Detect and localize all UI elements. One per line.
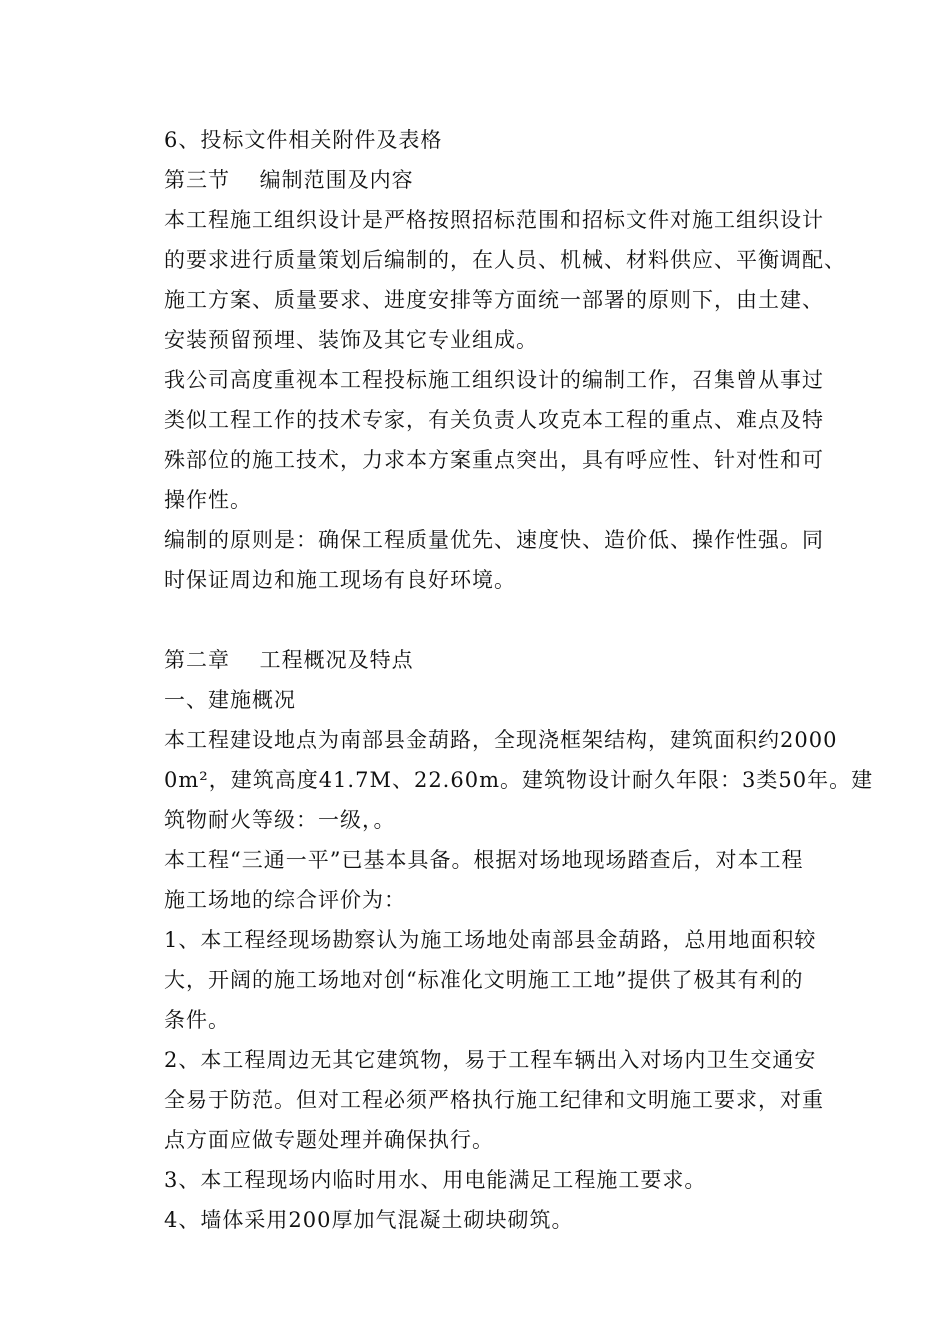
paragraph-line: 操作性。 <box>164 488 252 512</box>
paragraph-line: 本工程施工组织设计是严格按照招标范围和招标文件对施工组织设计 <box>164 208 824 232</box>
list-item: 2、本工程周边无其它建筑物，易于工程车辆出入对场内卫生交通安 <box>164 1048 817 1072</box>
section-heading-overview: 一、建施概况 <box>164 688 296 712</box>
paragraph-line: 殊部位的施工技术，力求本方案重点突出，具有呼应性、针对性和可 <box>164 448 824 472</box>
paragraph-line: 本工程“三通一平”已基本具备。根据对场地现场踏查后，对本工程 <box>164 848 804 872</box>
paragraph-line: 时保证周边和施工现场有良好环境。 <box>164 568 516 592</box>
list-item-bid-attachments: 6、投标文件相关附件及表格 <box>164 128 443 152</box>
list-item-continuation: 全易于防范。但对工程必须严格执行施工纪律和文明施工要求，对重 <box>164 1088 824 1112</box>
list-item: 3、本工程现场内临时用水、用电能满足工程施工要求。 <box>164 1168 707 1192</box>
list-item-continuation: 条件。 <box>164 1008 230 1032</box>
chapter-heading: 第二章 工程概况及特点 <box>164 648 414 672</box>
list-item-continuation: 大，开阔的施工场地对创“标准化文明施工工地”提供了极其有利的 <box>164 968 804 992</box>
paragraph-line: 施工场地的综合评价为： <box>164 888 406 912</box>
paragraph-line: 编制的原则是：确保工程质量优先、速度快、造价低、操作性强。同 <box>164 528 824 552</box>
paragraph-line: 施工方案、质量要求、进度安排等方面统一部署的原则下，由土建、 <box>164 288 824 312</box>
paragraph-line: 我公司高度重视本工程投标施工组织设计的编制工作，召集曾从事过 <box>164 368 824 392</box>
paragraph-line: 安装预留预埋、装饰及其它专业组成。 <box>164 328 538 352</box>
list-item: 4、墙体采用200厚加气混凝土砌块砌筑。 <box>164 1208 574 1232</box>
section-heading-scope: 第三节 编制范围及内容 <box>164 168 414 192</box>
paragraph-line: 筑物耐火等级：一级，。 <box>164 808 396 832</box>
paragraph-line: 类似工程工作的技术专家，有关负责人攻克本工程的重点、难点及特 <box>164 408 824 432</box>
paragraph-line: 的要求进行质量策划后编制的，在人员、机械、材料供应、平衡调配、 <box>164 248 846 272</box>
list-item: 1、本工程经现场勘察认为施工场地处南部县金葫路，总用地面积较 <box>164 928 817 952</box>
paragraph-line: 0m²，建筑高度41.7M、22.60m。建筑物设计耐久年限：3类50年。建 <box>164 768 874 792</box>
paragraph-line: 本工程建设地点为南部县金葫路，全现浇框架结构，建筑面积约2000 <box>164 728 838 752</box>
list-item-continuation: 点方面应做专题处理并确保执行。 <box>164 1128 494 1152</box>
